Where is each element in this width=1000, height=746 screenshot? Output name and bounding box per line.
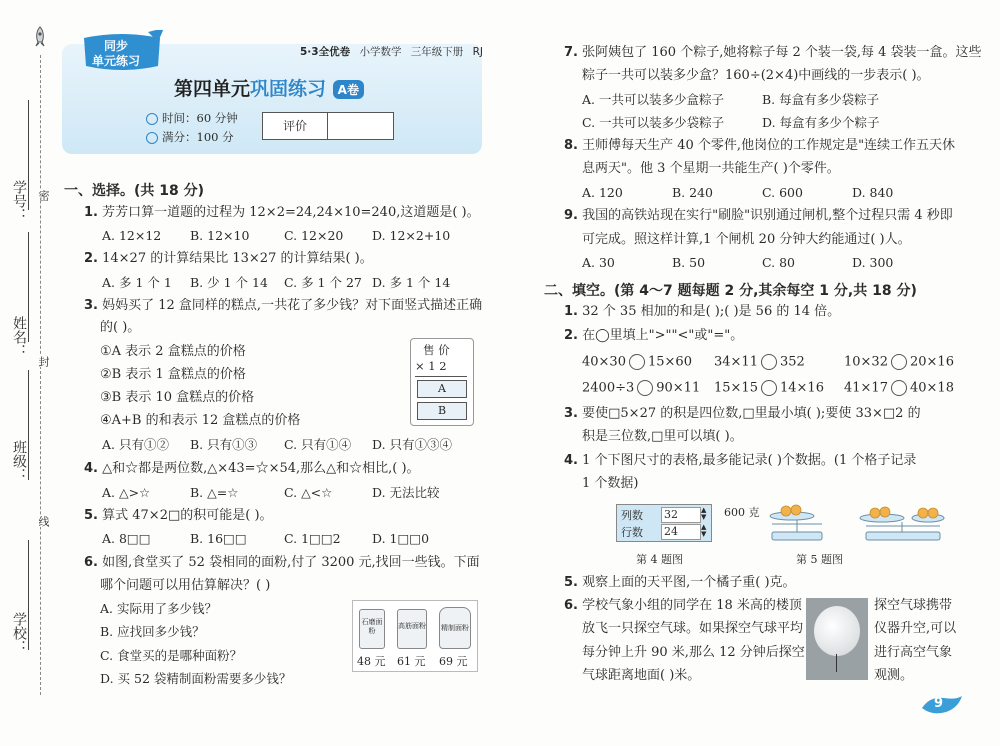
question-5: 5. 算式 47×2□的积可能是( )。	[84, 508, 273, 523]
id-underline	[28, 100, 29, 210]
q9-b[interactable]: B. 50	[672, 255, 706, 270]
question-1: 1. 芳芳口算一道题的过程为 12×2=24,24×10=240,这道题是( )。	[84, 205, 480, 220]
q3-a[interactable]: A. 只有①②	[102, 437, 169, 452]
fill-6: 6. 学校气象小组的同学在 18 米高的楼顶	[564, 598, 802, 613]
fig4-caption: 第 4 题图	[636, 553, 683, 566]
fill-5: 5. 观察上面的天平图,一个橘子重( )克。	[564, 575, 796, 590]
calc-b-box: B	[417, 402, 467, 420]
fill-3-line2: 积是三位数,□里可以填( )。	[582, 429, 743, 444]
q3-d[interactable]: D. 只有①③④	[372, 437, 453, 452]
name-underline	[28, 232, 29, 342]
question-3: 3. 妈妈买了 12 盒同样的糕点,一共花了多少钱？对下面竖式描述正确	[84, 298, 483, 313]
q8-b[interactable]: B. 240	[672, 185, 713, 200]
q3-b[interactable]: B. 只有①③	[190, 437, 258, 452]
check-icon	[146, 132, 158, 144]
bag-1: 石磨面粉	[359, 609, 385, 649]
weight-label: 600 克	[724, 506, 760, 519]
q6-a[interactable]: A. 实际用了多少钱？	[100, 601, 217, 616]
balloon-note-4: 观测。	[874, 668, 914, 683]
q1-c[interactable]: C. 12×20	[284, 228, 344, 243]
q6-d[interactable]: D. 买 52 袋精制面粉需要多少钱？	[100, 671, 292, 686]
row-value[interactable]: 24	[661, 524, 701, 540]
fill-6-line2: 放飞一只探空气球。如果探空气球平均	[582, 621, 804, 636]
fig5-caption: 第 5 题图	[796, 553, 843, 566]
q4-d[interactable]: D. 无法比较	[372, 485, 440, 500]
calc-a-box: A	[417, 380, 467, 398]
balloon-shape	[814, 606, 860, 656]
question-3-line2: 的( )。	[100, 320, 141, 335]
fill-6-line3: 每分钟上升 90 米,那么 12 分钟后探空	[582, 645, 805, 660]
calc-mul: × 1 2	[415, 359, 447, 373]
fill-1: 1. 32 个 35 相加的和是( );( )是 56 的 14 倍。	[564, 304, 841, 319]
question-6-line2: 哪个问题可以用估算解决？( )	[100, 578, 271, 593]
table-size-widget	[616, 504, 712, 542]
fill-2: 2. 在◯里填上">""<"或"="。	[564, 328, 744, 343]
q3-vertical-calc	[410, 338, 474, 426]
id-field: 学号：	[11, 180, 27, 222]
q2-a[interactable]: A. 多 1 个 1	[102, 275, 172, 290]
q4-b[interactable]: B. △=☆	[190, 485, 239, 500]
q1-a[interactable]: A. 12×12	[102, 228, 162, 243]
question-8: 8. 王师傅每天生产 40 个零件,他岗位的工作规定是"连续工作五天休	[564, 138, 956, 153]
line-mark: 线	[37, 516, 50, 527]
question-6: 6. 如图,食堂买了 52 袋相同的面粉,付了 3200 元,找回一些钱。下面	[84, 555, 480, 570]
q2-d[interactable]: D. 多 1 个 14	[372, 275, 451, 290]
q8-d[interactable]: D. 840	[852, 185, 894, 200]
question-9: 9. 我国的高铁站现在实行"刷脸"识别通过闸机,整个过程只需 4 秒即	[564, 208, 953, 223]
question-7: 7. 张阿姨包了 160 个粽子,她将粽子每 2 个装一袋,每 4 袋装一盒。这些	[564, 45, 982, 60]
q3-c[interactable]: C. 只有①④	[284, 437, 352, 452]
school-field: 学校：	[11, 612, 27, 654]
subject-name: 小学数学	[359, 46, 402, 58]
price-3: 69 元	[439, 655, 468, 668]
balloon-note-2: 仪器升空,可以	[874, 621, 957, 636]
balloon-note-3: 进行高空气象	[874, 645, 953, 660]
page-number-badge	[920, 694, 964, 716]
q3-item-4: ④A+B 的和表示 12 盒糕点的价格	[100, 413, 301, 428]
binding-dashed-line	[40, 55, 41, 695]
q2-c[interactable]: C. 多 1 个 27	[284, 275, 362, 290]
row-label: 行数	[621, 526, 643, 539]
row-spinner-icon[interactable]: ▲ ▼	[701, 523, 707, 538]
q9-c[interactable]: C. 80	[762, 255, 795, 270]
q6-c[interactable]: C. 食堂买的是哪种面粉？	[100, 648, 243, 663]
fill-4-line2: 1 个数据)	[582, 476, 639, 491]
q8-a[interactable]: A. 120	[582, 185, 623, 200]
q7-a[interactable]: A. 一共可以装多少盒粽子	[582, 92, 724, 107]
series-name: 5·3全优卷	[300, 46, 351, 58]
q7-d[interactable]: D. 每盒有多少个粽子	[762, 115, 880, 130]
q3-item-1: ①A 表示 2 盒糕点的价格	[100, 344, 246, 359]
balloon-string	[836, 654, 837, 672]
question-8-line2: 息两天"。他 3 个星期一共能生产( )个零件。	[582, 161, 840, 176]
time-info: 时间：60 分钟	[146, 110, 238, 126]
edition-name: RJ	[472, 46, 484, 58]
col-value[interactable]: 32	[661, 507, 701, 523]
price-2: 61 元	[397, 655, 426, 668]
fill-3: 3. 要使□5×27 的积是四位数,□里最小填( );要使 33×□2 的	[564, 406, 921, 421]
page-title	[174, 74, 364, 101]
title-part1: 第四单元	[174, 78, 251, 100]
flour-bags-figure	[352, 600, 478, 672]
q7-b[interactable]: B. 每盒有多少袋粽子	[762, 92, 880, 107]
q8-c[interactable]: C. 600	[762, 185, 803, 200]
q3-item-3: ③B 表示 10 盒糕点的价格	[100, 390, 255, 405]
question-7-line2: 粽子一共可以装多少盒？160÷(2×4)中画线的一步表示( )。	[582, 68, 930, 83]
series-info	[300, 44, 483, 59]
fill-6-line4: 气球距离地面( )米。	[582, 668, 701, 683]
class-field: 班级：	[11, 440, 27, 482]
compare-circle[interactable]	[891, 380, 907, 396]
q2-b[interactable]: B. 少 1 个 14	[190, 275, 268, 290]
bag-2: 高筋面粉	[397, 609, 427, 649]
q4-a[interactable]: A. △>☆	[102, 485, 151, 500]
calc-top: 售 价	[423, 343, 450, 357]
school-underline	[28, 540, 29, 650]
compare-circle[interactable]	[637, 380, 653, 396]
name-field: 姓名：	[11, 316, 27, 358]
title-part2: 巩固练习	[250, 78, 327, 100]
class-underline	[28, 370, 29, 480]
seal-mark: 封	[37, 356, 50, 367]
q6-b[interactable]: B. 应找回多少钱？	[100, 624, 205, 639]
section-fill-title: 二、填空。(第 4～7 题每题 2 分,其余每空 1 分,共 18 分)	[544, 283, 917, 299]
score-info: 满分：100 分	[146, 129, 234, 145]
question-2: 2. 14×27 的计算结果比 13×27 的计算结果( )。	[84, 251, 373, 266]
question-4: 4. △和☆都是两位数,△×43=☆×54,那么△和☆相比,( )。	[84, 461, 420, 476]
clock-icon	[146, 113, 158, 125]
balloon-note-1: 探空气球携带	[874, 598, 953, 613]
unit-badge	[78, 30, 166, 74]
compare-circle[interactable]	[761, 354, 777, 370]
price-1: 48 元	[357, 655, 386, 668]
q3-item-2: ②B 表示 1 盒糕点的价格	[100, 367, 246, 382]
balance-scale-figure	[762, 500, 946, 544]
q5-b[interactable]: B. 16□□	[190, 531, 247, 546]
col-label: 列数	[621, 509, 643, 522]
eval-label: 评价	[263, 113, 328, 139]
q9-d[interactable]: D. 300	[852, 255, 894, 270]
q5-a[interactable]: A. 8□□	[102, 531, 151, 546]
q1-b[interactable]: B. 12×10	[190, 228, 250, 243]
compare-circle[interactable]	[761, 380, 777, 396]
q5-c[interactable]: C. 1□□2	[284, 531, 341, 546]
rocket-icon	[33, 26, 47, 48]
q7-c[interactable]: C. 一共可以装多少袋粽子	[582, 115, 725, 130]
col-spinner-icon[interactable]: ▲ ▼	[701, 506, 707, 521]
badge-line2: 单元练习	[92, 54, 141, 68]
compare-circle[interactable]	[891, 354, 907, 370]
badge-line1: 同步	[104, 39, 129, 53]
fill-4: 4. 1 个下图尺寸的表格,最多能记录( )个数据。(1 个格子记录	[564, 453, 917, 468]
evaluation-box	[262, 112, 394, 140]
question-9-line2: 可完成。照这样计算,1 个闸机 20 分钟大约能通过( )人。	[582, 232, 911, 247]
binding-margin	[0, 0, 52, 746]
balloon-photo	[806, 598, 868, 680]
page-number: 9	[934, 696, 944, 711]
q1-d[interactable]: D. 12×2+10	[372, 228, 451, 243]
seal-mark-2: 密	[37, 190, 50, 201]
section-choice-title: 一、选择。(共 18 分)	[64, 183, 205, 199]
q4-c[interactable]: C. △<☆	[284, 485, 333, 500]
grade-name: 三年级下册	[410, 46, 464, 58]
compare-circle[interactable]	[629, 354, 645, 370]
q9-a[interactable]: A. 30	[582, 255, 615, 270]
bag-3: 精制面粉	[439, 607, 471, 649]
q5-d[interactable]: D. 1□□0	[372, 531, 430, 546]
title-tag: A卷	[333, 80, 364, 99]
